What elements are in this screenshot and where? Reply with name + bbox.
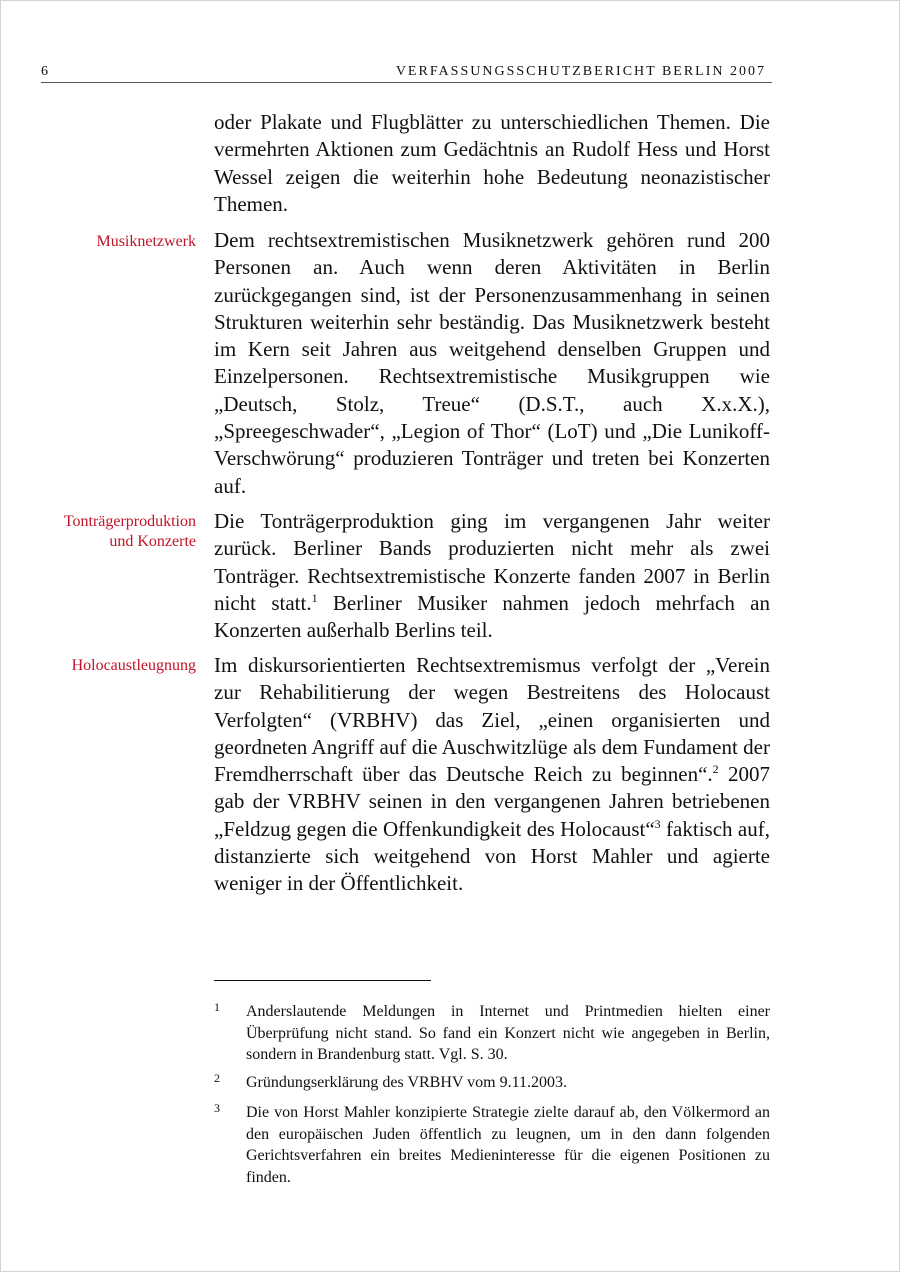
paragraph-text: Im diskursorientierten Rechtsextremismus verfolgt der „Verein zur Rehabilitierung der wegen Bestreitens des Holocaust Verfolgten“ (VRBHV) das Ziel, „einen organisierten und geordneten Angriff auf die Auschwitzlüge als dem Fundament der Fremdherrschaft über das Deutsche Reich zu beginnen“. bbox=[214, 653, 770, 787]
footnote-3 bbox=[214, 1102, 770, 1188]
paragraph-intro: oder Plakate und Flugblätter zu unterschiedlichen Themen. Die vermehrten Aktionen zum Gedächtnis an Rudolf Hess und Horst Wessel zeigen die weiterhin hohe Bedeutung neonazistischer Themen. bbox=[214, 110, 770, 216]
paragraph-text: 2007 gab der VRBHV seinen in den vergangenen Jahren betriebenen „Feldzug gegen die Offenkundigkeit des Holocaust“ bbox=[214, 762, 771, 841]
footnote-text: Gründungserklärung des VRBHV vom 9.11.2003. bbox=[246, 1074, 568, 1091]
footnote-text: Die von Horst Mahler konzipierte Strategie zielte darauf ab, den Völkermord an den europäischen Juden öffentlich zu leugnen, um in den dann folgenden Gerichtsverfahren ein breites Medieninteresse für die eigenen Positionen zu finden. bbox=[246, 1104, 770, 1186]
paragraph-tontraegerproduktion bbox=[214, 508, 770, 644]
paragraph-holocaustleugnung bbox=[214, 652, 770, 898]
paragraph-musiknetzwerk: Dem rechtsextremistischen Musiknetzwerk gehören rund 200 Personen an. Auch wenn deren Aktivitäten in Berlin zurückgegangen sind, ist der Personenzusammenhang in seinen Strukturen weiterhin sehr beständig. Das Musiknetzwerk besteht im Kern seit Jahren aus weitgehend denselben Gruppen und Einzelpersonen. Rechtsextremistische Musikgruppen wie „Deutsch, Stolz, Treue“ (D.S.T., auch X.x.X.), „Spreegeschwader“, „Legion of Thor“ (LoT) und „Die Lunikoff-Verschwörung“ produzieren Tonträger und treten bei Konzerten auf. bbox=[214, 228, 770, 498]
page-header bbox=[41, 62, 772, 83]
paragraph-text: Berliner Musiker nahmen jedoch mehrfach an Konzerten außerhalb Berlins teil. bbox=[214, 590, 770, 643]
footnote-reference[interactable]: 2 bbox=[712, 762, 719, 777]
margin-note-tontraegerproduktion bbox=[26, 512, 196, 552]
footnote-number: 3 bbox=[214, 1101, 220, 1115]
paragraph-text: faktisch auf, distanzierte sich weitgehend von Horst Mahler und agierte weniger in der Öffentlichkeit. bbox=[214, 816, 770, 896]
footnote-2 bbox=[214, 1072, 770, 1094]
margin-note-holocaustleugnung: Holocaustleugnung bbox=[71, 657, 196, 674]
footnote-number: 2 bbox=[214, 1071, 220, 1085]
footnote-text: Anderslautende Meldungen in Internet und Printmedien hielten einer Überprüfung nicht stand. So fand ein Konzert nicht wie angegeben in Berlin, sondern in Brandenburg statt. Vgl. S. 30. bbox=[246, 1003, 770, 1063]
margin-note-musiknetzwerk: Musiknetzwerk bbox=[96, 233, 196, 250]
margin-note-line: Tonträgerproduktion bbox=[63, 513, 196, 530]
footnote-1 bbox=[214, 1001, 770, 1066]
paragraph-text: Die Tonträgerproduktion ging im vergangenen Jahr weiter zurück. Berliner Bands produzierten nicht mehr als zwei Tonträger. Rechtsextremistische Konzerte fanden 2007 in Berlin nicht statt. bbox=[214, 509, 770, 615]
footnote-separator bbox=[214, 980, 431, 981]
footnote-reference[interactable]: 3 bbox=[654, 816, 661, 831]
running-title: VERFASSUNGSSCHUTZBERICHT BERLIN 2007 bbox=[395, 64, 766, 79]
footnote-reference[interactable]: 1 bbox=[311, 590, 318, 605]
footnote-number: 1 bbox=[214, 1000, 220, 1014]
margin-note-line: und Konzerte bbox=[109, 533, 196, 550]
page-number: 6 bbox=[41, 64, 48, 79]
